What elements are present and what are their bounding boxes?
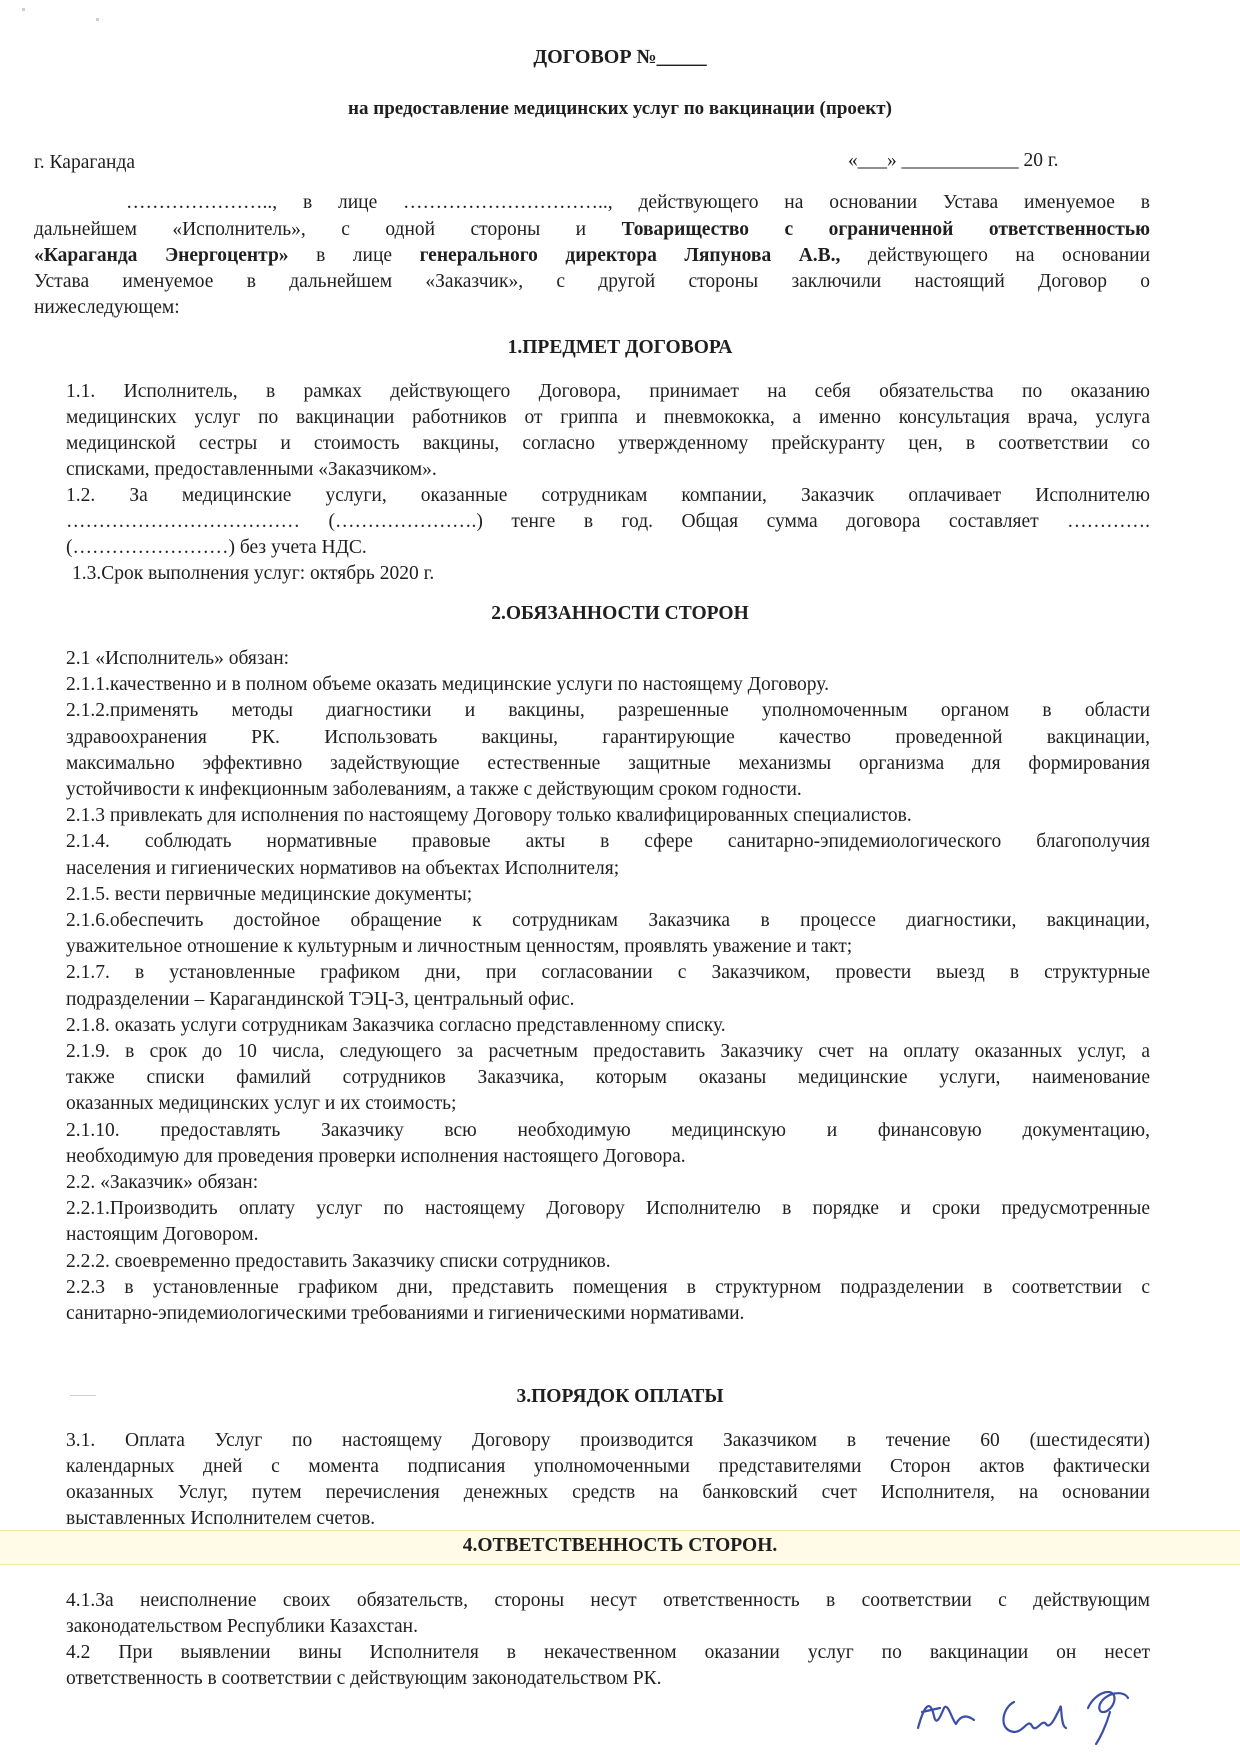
obligation-line: 2.1.3 привлекать для исполнения по настоящему Договору только квалифицированных специалистов. [66, 805, 912, 827]
clause-line: ……………………………… (………………….) тенге в год. Общая сумма договора составляет …………. [66, 511, 1150, 532]
obligation-line: необходимую для проведения проверки исполнения настоящего Договора. [66, 1145, 686, 1167]
signature-mark [1088, 1692, 1128, 1712]
signature-mark [918, 1706, 974, 1728]
obligation-line: 2.1.8. оказать услуги сотрудникам Заказчика согласно представленному списку. [66, 1014, 726, 1036]
obligation-line: 2.1.6.обеспечить достойное обращение к сотрудникам Заказчика в процессе диагностики, вакцинации, [66, 910, 1150, 931]
preamble-line: нижеследующем: [34, 297, 180, 318]
clause-line: списками, предоставленными «Заказчиком». [66, 459, 437, 480]
preamble-line: ………………….., в лице ………………………….., действующего на основании Устава именуемое в [126, 192, 1150, 213]
obligation-line: 2.1.10. предоставлять Заказчику всю необходимую медицинскую и финансовую документацию, [66, 1119, 1150, 1141]
obligation-line: уважительное отношение к культурным и личностным ценностям, проявлять уважение и такт; [66, 936, 853, 958]
clause-line: (……………………) без учета НДС. [66, 537, 367, 558]
clause-line: 1.2. За медицинские услуги, оказанные сотрудникам компании, Заказчик оплачивает Исполнителю [66, 485, 1150, 506]
scan-speck [96, 18, 99, 21]
clause-line: выставленных Исполнителем счетов. [66, 1508, 376, 1529]
scan-speck [70, 1395, 96, 1396]
obligation-line: 2.1.1.качественно и в полном объеме оказать медицинские услуги по настоящему Договору. [66, 674, 829, 696]
contract-subtitle: на предоставление медицинских услуг по вакцинации (проект) [348, 98, 892, 119]
obligation-line: подразделении – Карагандинской ТЭЦ-3, центральный офис. [66, 988, 575, 1010]
preamble-text: в лице [288, 245, 420, 266]
obligation-line: 2.1.7. в установленные графиком дни, при согласовании с Заказчиком, провести выезд в структурные [66, 962, 1150, 984]
obligation-line: настоящим Договором. [66, 1224, 259, 1246]
obligation-line: 2.2.1.Производить оплату услуг по настоящему Договору Исполнителю в порядке и сроки предусмотренные [66, 1198, 1150, 1220]
obligation-line: здравоохранения РК. Использовать вакцины, гарантирующие качество проведенной вакцинации, [66, 726, 1150, 748]
customer-company-type: Товарищество с ограниченной ответственностью [621, 219, 1150, 240]
clause-line: 3.1. Оплата Услуг по настоящему Договору производится Заказчиком в течение 60 (шестидесяти) [66, 1430, 1150, 1451]
preamble-line [34, 245, 1150, 267]
clause-line: законодательством Республики Казахстан. [66, 1616, 418, 1637]
preamble-text: действующего на основании [840, 245, 1151, 266]
clause-line: медицинских услуг по вакцинации работников от гриппа и пневмококка, а именно консультация врача, услуга [66, 407, 1150, 428]
clause-line: 4.2 При выявлении вины Исполнителя в некачественном оказании услуг по вакцинации он несет [66, 1642, 1150, 1663]
signature-mark [1003, 1702, 1066, 1732]
customer-company-name: «Караганда Энергоцентр» [34, 245, 289, 266]
preamble-text: дальнейшем «Исполнитель», с одной стороны и [34, 219, 622, 240]
obligation-line: 2.2.2. своевременно предоставить Заказчику списки сотрудников. [66, 1250, 611, 1272]
section-heading-subject: 1.ПРЕДМЕТ ДОГОВОРА [507, 337, 733, 358]
scan-speck [22, 8, 25, 11]
clause-line: 1.3.Срок выполнения услуг: октябрь 2020 г. [72, 563, 435, 584]
clause-line: 1.1. Исполнитель, в рамках действующего Договора, принимает на себя обязательства по оказанию [66, 381, 1150, 402]
signature-mark [1096, 1712, 1110, 1744]
obligation-line: 2.1.5. вести первичные медицинские документы; [66, 883, 473, 905]
city: г. Караганда [34, 152, 136, 173]
obligation-line: 2.1 «Исполнитель» обязан: [66, 648, 290, 669]
obligation-line: также списки фамилий сотрудников Заказчика, которым оказаны медицинские услуги, наименование [66, 1067, 1150, 1089]
obligation-line: 2.1.9. в срок до 10 числа, следующего за расчетным предоставить Заказчику счет на оплату оказанных услуг, а [66, 1041, 1150, 1062]
clause-line: оказанных Услуг, путем перечисления денежных средств на банковский счет Исполнителя, на основании [66, 1482, 1150, 1503]
obligation-line: оказанных медицинских услуг и их стоимость; [66, 1093, 457, 1115]
handwritten-signatures [910, 1668, 1180, 1748]
obligation-line: устойчивости к инфекционным заболеваниям, а также с действующим сроком годности. [66, 779, 802, 800]
obligation-line: населения и гигиенических нормативов на объектах Исполнителя; [66, 857, 620, 879]
clause-line: медицинской сестры и стоимость вакцины, согласно утвержденному прейскуранту цен, в соответствии со [66, 433, 1150, 454]
preamble-line: Устава именуемое в дальнейшем «Заказчик», с другой стороны заключили настоящий Договор о [34, 271, 1150, 292]
obligation-line: 2.2. «Заказчик» обязан: [66, 1172, 259, 1193]
obligation-line: санитарно-эпидемиологическими требованиями и гигиеническими нормативами. [66, 1303, 745, 1324]
contract-date: «___» ____________ 20 г. [848, 150, 1059, 171]
customer-director: генерального директора Ляпунова А.В., [419, 245, 841, 266]
obligation-line: 2.2.3 в установленные графиком дни, представить помещения в структурном подразделении в соответствии с [66, 1276, 1150, 1298]
clause-line: 4.1.За неисполнение своих обязательств, стороны несут ответственность в соответствии с действующим [66, 1590, 1150, 1611]
obligation-line: 2.1.4. соблюдать нормативные правовые акты в сфере санитарно-эпидемиологического благополучия [66, 831, 1150, 853]
obligation-line: 2.1.2.применять методы диагностики и вакцины, разрешенные уполномоченным органом в области [66, 700, 1150, 722]
section-heading-obligations: 2.ОБЯЗАННОСТИ СТОРОН [491, 603, 749, 624]
contract-title: ДОГОВОР №_____ [533, 46, 707, 68]
clause-line: календарных дней с момента подписания уполномоченными представителями Сторон актов фактически [66, 1456, 1150, 1477]
section-heading-liability: 4.ОТВЕТСТВЕННОСТЬ СТОРОН. [462, 1535, 778, 1556]
section-heading-payment: 3.ПОРЯДОК ОПЛАТЫ [516, 1386, 724, 1407]
clause-line: ответственность в соответствии с действующим законодательством РК. [66, 1668, 662, 1689]
preamble-line [34, 219, 1150, 241]
obligation-line: максимально эффективно задействующие естественные защитные механизмы организма для формирования [66, 752, 1150, 774]
